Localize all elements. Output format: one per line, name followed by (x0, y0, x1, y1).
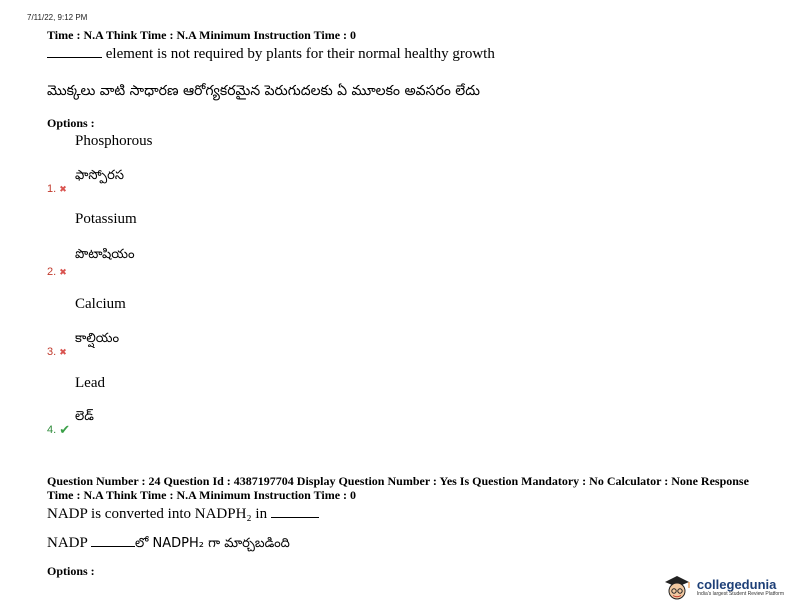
option-4-telugu: లెడ్ (75, 409, 94, 424)
answer-blank (91, 546, 135, 547)
option-2-telugu: పొటాషియం (75, 247, 135, 262)
option-3-marker (47, 346, 67, 358)
wrong-cross-icon: ✖ (59, 266, 67, 277)
question-text-english (47, 506, 319, 523)
logo-name: collegedunia (696, 577, 777, 592)
wrong-cross-icon: ✖ (59, 183, 67, 194)
logo-tagline: India's largest Student Review Platform (696, 591, 784, 597)
answer-blank (47, 57, 102, 58)
option-1-number: 1. (47, 183, 57, 195)
answer-blank (271, 517, 319, 518)
collegedunia-logo (662, 573, 784, 603)
option-4-number: 4. (47, 424, 57, 436)
question-text-english-body: element is not required by plants for their normal healthy growth (105, 46, 495, 62)
question-time-info: Time : N.A Think Time : N.A Minimum Instruction Time : 0 (47, 28, 357, 42)
option-1-telugu: ఫాస్పోరస (75, 168, 125, 183)
correct-check-icon: ✔ (59, 422, 71, 437)
wrong-cross-icon: ✖ (59, 346, 67, 357)
option-2-marker (47, 266, 67, 278)
option-3-english: Calcium (75, 296, 126, 312)
option-4-marker (47, 422, 70, 438)
option-2-number: 2. (47, 266, 57, 278)
question-text-telugu: మొక్కలు వాటి సాధారణ ఆరోగ్యకరమైన పెరుగుదలకు ఏ మూలకం అవసరం లేదు (47, 83, 480, 99)
question-text-telugu (47, 535, 290, 554)
option-1-english: Phosphorous (75, 133, 153, 149)
question-text-telugu-prefix: NADP (47, 535, 88, 551)
option-4-english: Lead (75, 375, 105, 391)
option-2-english: Potassium (75, 211, 137, 227)
options-label: Options : (47, 564, 95, 578)
question-text-english-body: NADP is converted into NADPH₂ in (47, 506, 268, 522)
question-text-telugu-suffix: లో NADPH₂ గా మార్చబడింది (135, 536, 290, 551)
options-label: Options : (47, 116, 95, 130)
question-time-info: Time : N.A Think Time : N.A Minimum Instruction Time : 0 (47, 488, 357, 502)
option-3-telugu: కాల్షియం (75, 331, 120, 346)
question-text-english (47, 46, 495, 63)
option-1-marker (47, 183, 67, 195)
print-timestamp: 7/11/22, 9:12 PM (27, 13, 88, 22)
question-header-info: Question Number : 24 Question Id : 4387197704 Display Question Number : Yes Is Question Mandatory : No Calculator : None Response (47, 474, 749, 488)
graduate-mascot-icon (662, 573, 692, 603)
option-3-number: 3. (47, 346, 57, 358)
